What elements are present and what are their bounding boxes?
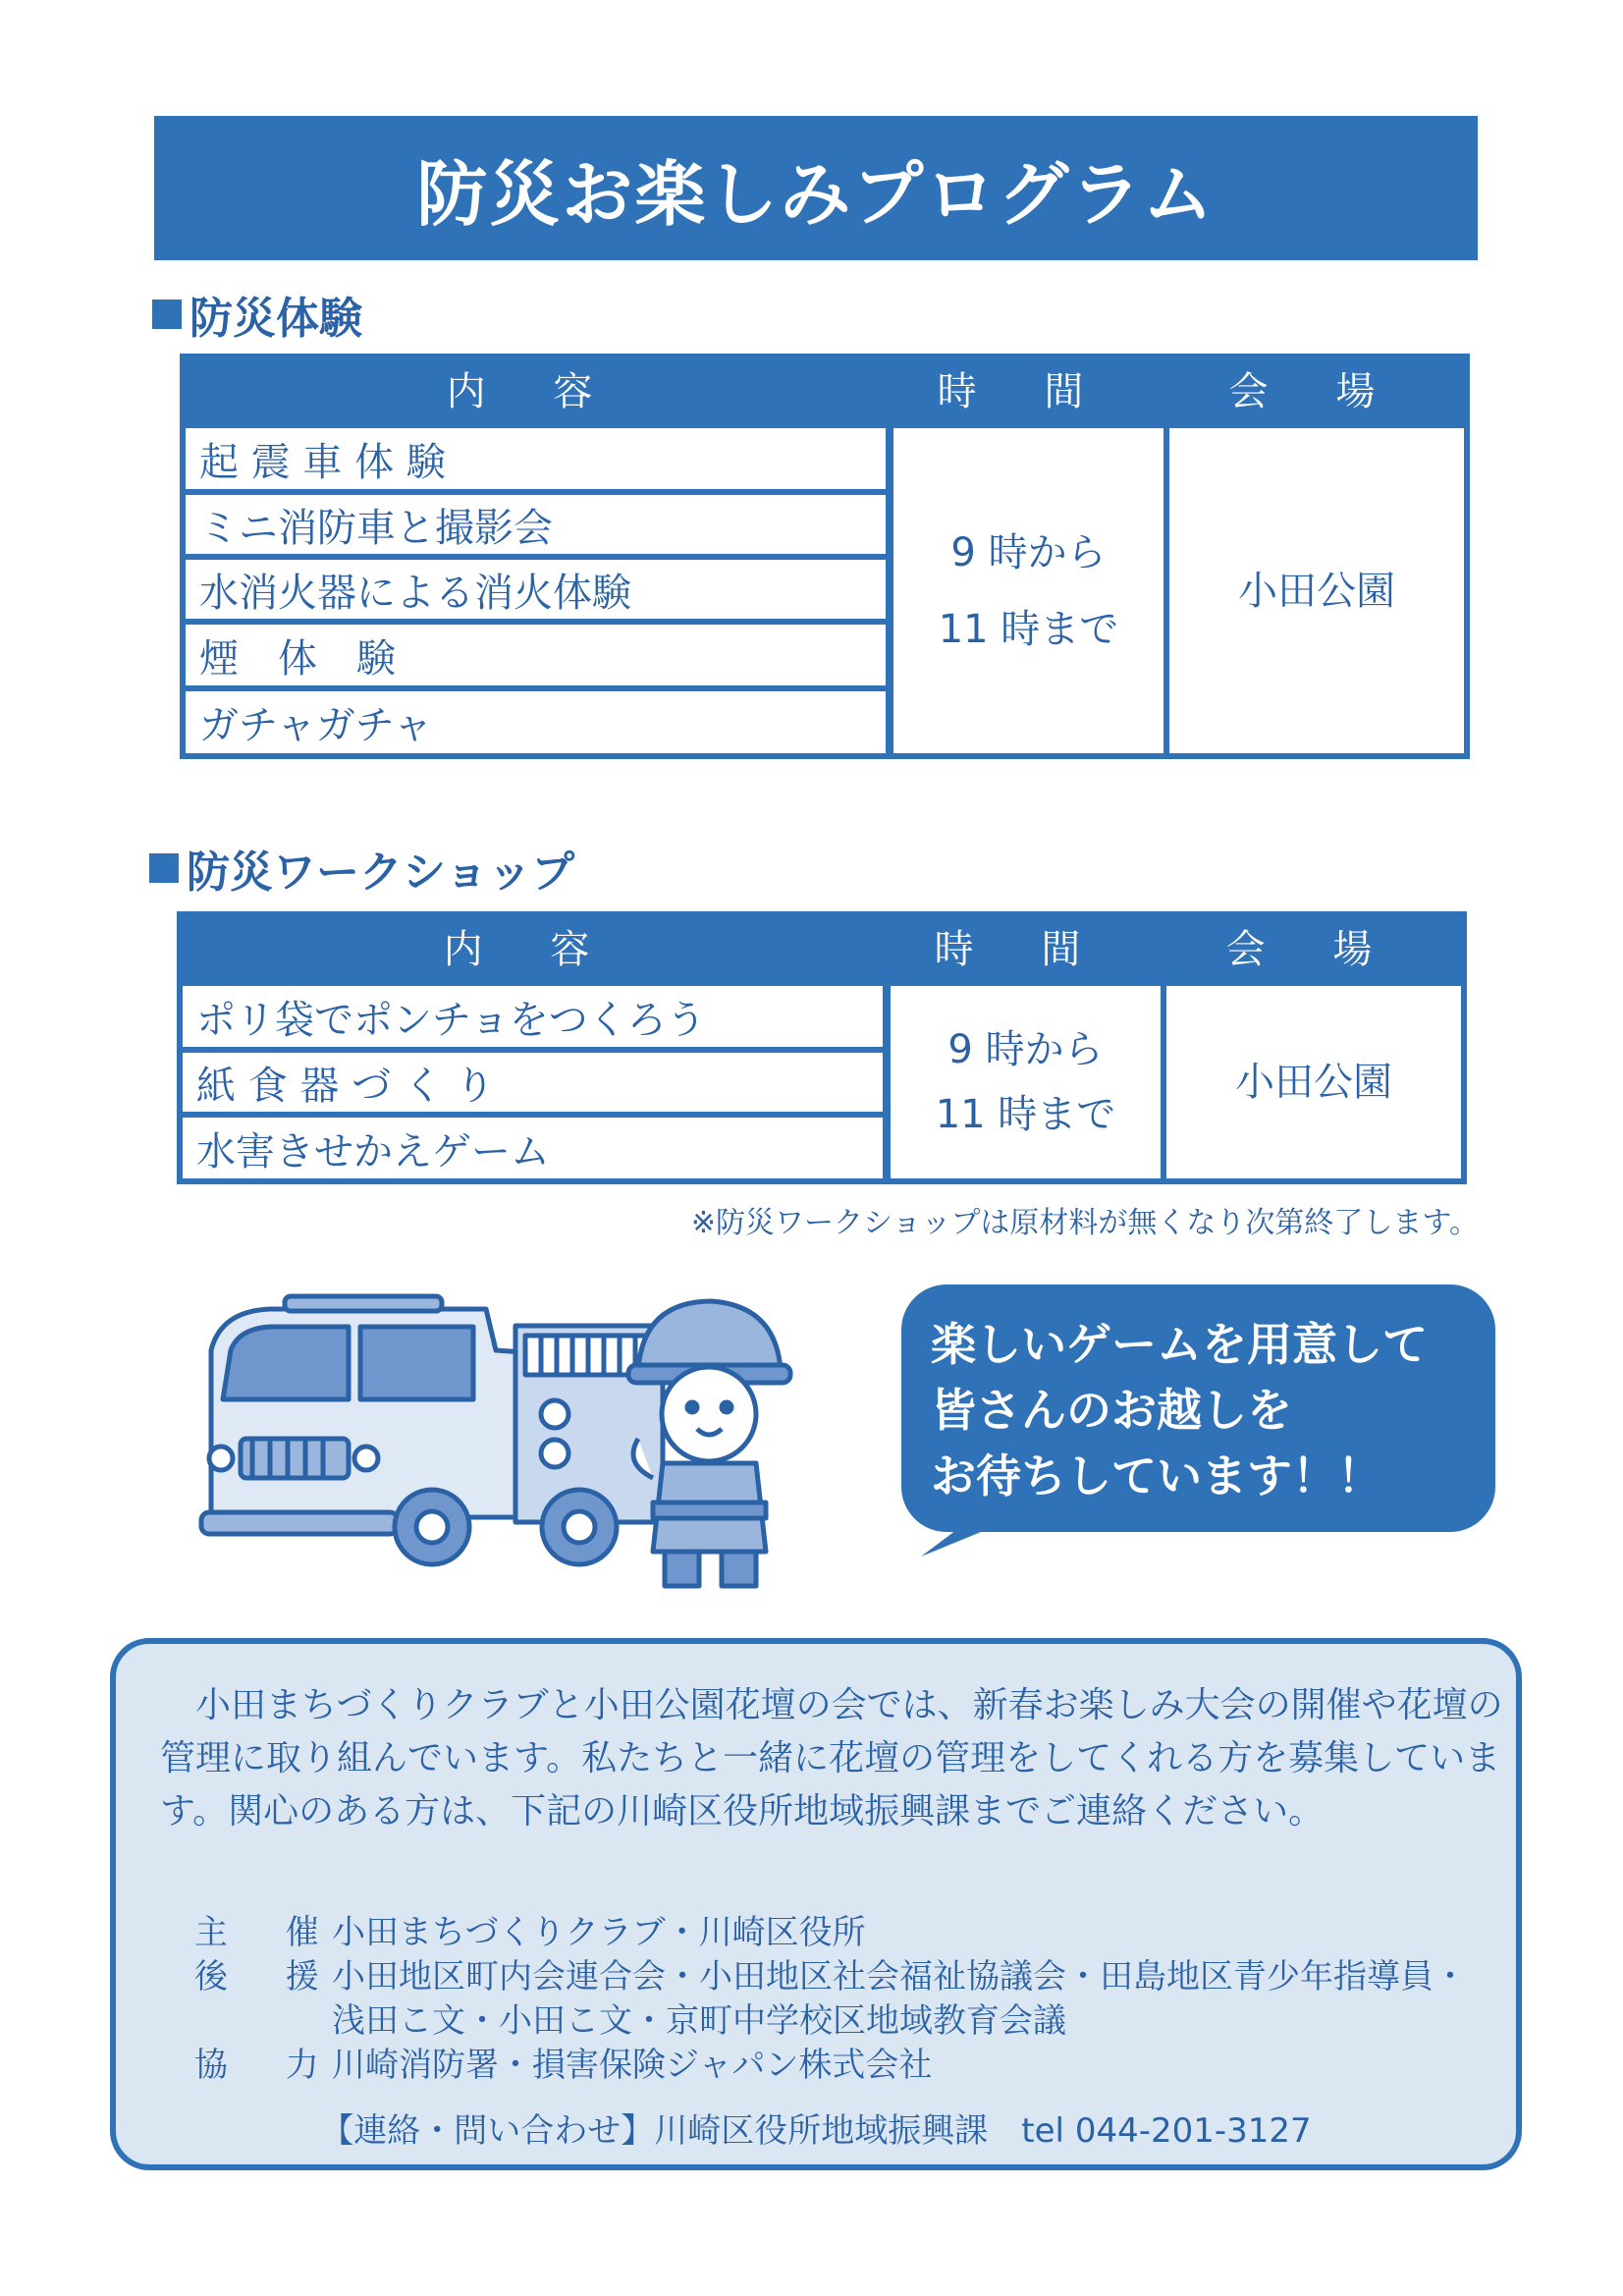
supporter-label: 後 援: [194, 1957, 343, 1996]
time-start: 9 時から: [950, 529, 1107, 575]
cooperation-row: [194, 2044, 932, 2088]
table-row: 起 震 車 体 験: [186, 428, 886, 489]
header-time: 時 間: [934, 926, 1109, 972]
table-row: ミニ消防車と撮影会: [186, 495, 886, 554]
venue-text: 小田公園: [1235, 1060, 1392, 1105]
time-start: 9 時から: [947, 1027, 1104, 1072]
contact-line: 【連絡・問い合わせ】川崎区役所地域振興課 tel 044-201-3127: [320, 2111, 1312, 2151]
venue-cell: [1166, 986, 1461, 1178]
table-row: 紙 食 器 づ く り: [183, 1053, 883, 1112]
info-paragraph: 小田まちづくりクラブと小田公園花壇の会では、新春お楽しみ大会の開催や花壇の管理に取り組んでいます。私たちと一緒に花壇の管理をしてくれる方を募集しています。関心のある方は、下記の川崎区役所地域振興課までご連絡ください。: [160, 1685, 1503, 1831]
venue-text: 小田公園: [1238, 568, 1395, 614]
table-row: 煙 体 験: [186, 625, 886, 685]
supporter-text: 小田地区町内会連合会・小田地区社会福祉協議会・田島地区青少年指導員・: [332, 1957, 1467, 1996]
info-box: [110, 1638, 1522, 2170]
time-cell: [891, 986, 1161, 1178]
table-row: 水害きせかえゲーム: [183, 1118, 883, 1178]
square-bullet-icon: [149, 853, 179, 883]
header-time: 時 間: [937, 368, 1111, 414]
page-title: 防災お楽しみプログラム: [154, 116, 1478, 260]
bubble-line: 皆さんのお越しを: [931, 1384, 1292, 1437]
header-venue: 会 場: [1228, 368, 1403, 414]
supporter-text: 浅田こ文・小田こ文・京町中学校区地域教育会議: [332, 2001, 1066, 2041]
speech-bubble-tail-icon: [921, 1512, 1029, 1561]
organizer-label: 主 催: [194, 1913, 343, 1952]
supporter-row: [194, 1955, 1467, 1999]
supporter-row-continued: [332, 1999, 1066, 2044]
section-heading-workshop: [149, 837, 574, 900]
experience-table: [180, 354, 1470, 759]
fire-truck-icon: [201, 1296, 663, 1564]
workshop-note: ※防災ワークショップは原材料が無くなり次第終了します。: [690, 1206, 1479, 1240]
section-heading-experience: [152, 283, 362, 346]
square-bullet-icon: [152, 300, 182, 329]
time-cell: [893, 428, 1163, 753]
fire-truck-illustration: [191, 1291, 820, 1596]
section-heading-text: 防災ワークショップ: [187, 847, 575, 898]
bubble-line: お待ちしています！！: [931, 1449, 1382, 1503]
time-end: 11 時まで: [935, 1092, 1116, 1137]
table-row: ポリ袋でポンチョをつくろう: [183, 986, 883, 1047]
bubble-line: 楽しいゲームを用意して: [931, 1318, 1428, 1371]
cooperation-label: 協 力: [194, 2046, 343, 2085]
header-content: 内 容: [446, 368, 621, 414]
table-row: 水消火器による消火体験: [186, 560, 886, 619]
header-venue: 会 場: [1225, 926, 1400, 972]
organizer-text: 小田まちづくりクラブ・川崎区役所: [332, 1913, 866, 1952]
header-content: 内 容: [443, 926, 618, 972]
cooperation-text: 川崎消防署・損害保険ジャパン株式会社: [332, 2046, 933, 2085]
speech-bubble: [901, 1285, 1495, 1532]
workshop-table: [177, 911, 1467, 1184]
table-row: ガチャガチャ: [186, 691, 886, 753]
organizer-row: [194, 1911, 866, 1955]
time-end: 11 時まで: [938, 606, 1119, 652]
venue-cell: [1169, 428, 1464, 753]
section-heading-text: 防災体験: [189, 294, 362, 344]
